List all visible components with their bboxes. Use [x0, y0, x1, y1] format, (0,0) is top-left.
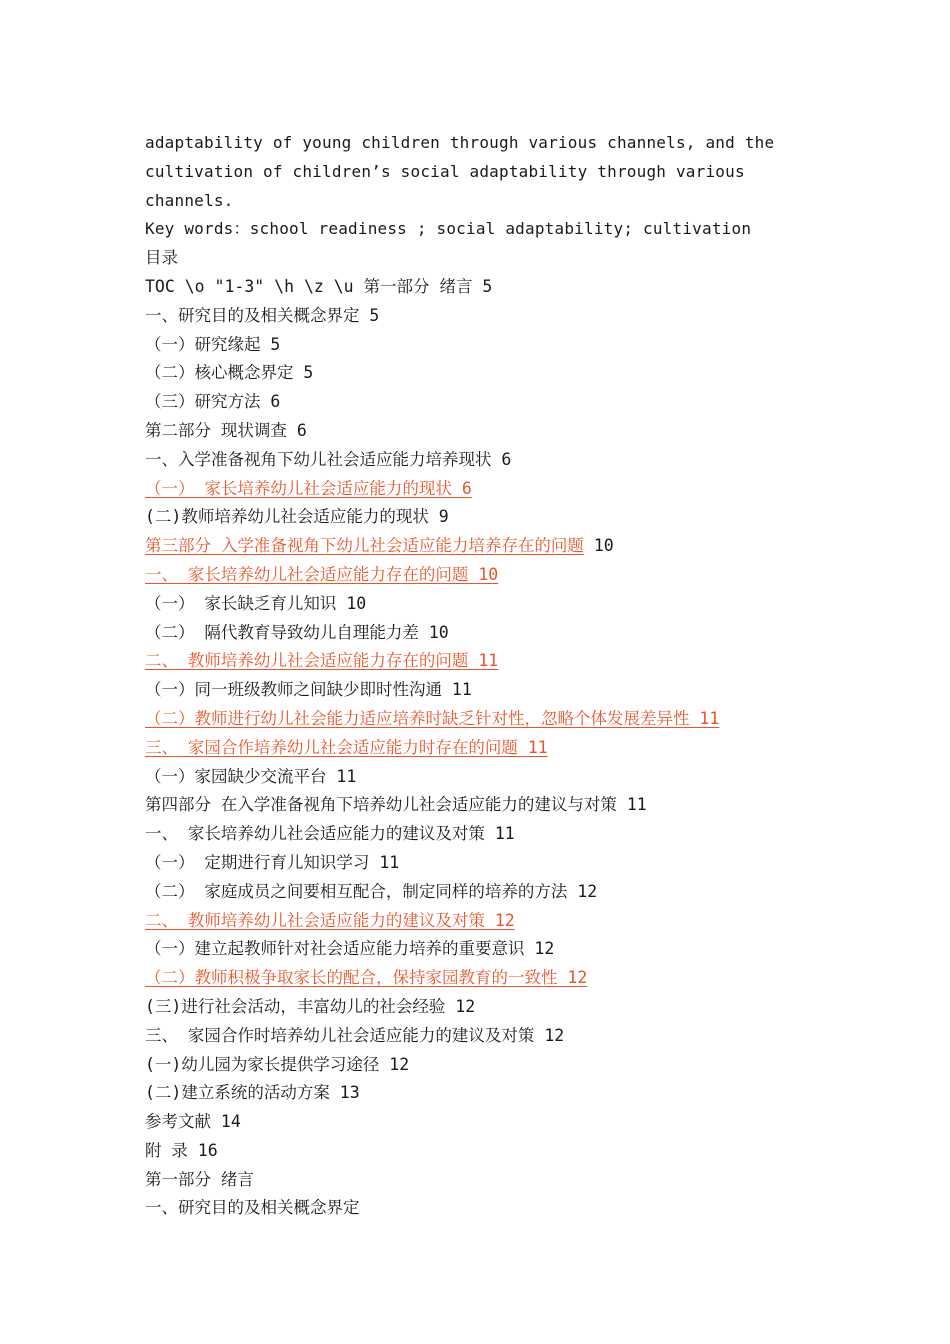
toc-entry-text: (三)进行社会活动，丰富幼儿的社会经验 12	[145, 996, 476, 1016]
toc-entry-text: 第四部分 在入学准备视角下培养幼儿社会适应能力的建议与对策 11	[145, 795, 647, 815]
toc-entry-text: （一） 家长缺乏育儿知识 10	[145, 593, 367, 613]
toc-entry[interactable]	[145, 734, 825, 763]
section-heading: 第一部分 绪言	[145, 1169, 254, 1189]
toc-entry	[145, 446, 825, 475]
toc-entry-text: 附 录 16	[145, 1140, 218, 1160]
keywords-line: Key words：school readiness ; social adaptability; cultivation	[145, 219, 752, 239]
toc-entry	[145, 849, 825, 878]
toc-list	[145, 273, 825, 1166]
toc-entry-text: （一）同一班级教师之间缺少即时性沟通 11	[145, 680, 472, 700]
abstract-line: channels.	[145, 190, 234, 210]
toc-entry-link[interactable]: （一） 家长培养幼儿社会适应能力的现状 6	[145, 478, 472, 498]
toc-entry[interactable]	[145, 532, 825, 561]
toc-entry	[145, 302, 825, 331]
toc-entry[interactable]	[145, 964, 825, 993]
toc-entry-text: （一）建立起教师针对社会适应能力培养的重要意识 12	[145, 939, 555, 959]
toc-entry-text: （一）家园缺少交流平台 11	[145, 766, 357, 786]
toc-entry-text: 参考文献 14	[145, 1112, 241, 1132]
abstract-line: adaptability of young children through various channels, and the	[145, 133, 775, 152]
toc-entry	[145, 359, 825, 388]
toc-entry-link[interactable]: 三、 家园合作培养幼儿社会适应能力时存在的问题 11	[145, 737, 548, 757]
toc-entry-text: （二） 隔代教育导致幼儿自理能力差 10	[145, 622, 449, 642]
toc-entry	[145, 1022, 825, 1051]
toc-entry	[145, 791, 825, 820]
toc-entry-text: (一)幼儿园为家长提供学习途径 12	[145, 1054, 410, 1074]
toc-entry-text: （三）研究方法 6	[145, 392, 281, 412]
toc-entry-link[interactable]: 二、 教师培养幼儿社会适应能力的建议及对策 12	[145, 910, 515, 930]
subsection-heading: 一、研究目的及相关概念界定	[145, 1198, 360, 1218]
toc-entry	[145, 503, 825, 532]
toc-entry	[145, 935, 825, 964]
toc-entry[interactable]	[145, 647, 825, 676]
toc-entry	[145, 1051, 825, 1080]
toc-entry-text: 一、研究目的及相关概念界定 5	[145, 305, 380, 325]
toc-entry[interactable]	[145, 475, 825, 504]
toc-entry	[145, 763, 825, 792]
toc-heading: 目录	[145, 248, 178, 268]
toc-entry	[145, 273, 825, 302]
toc-entry-page: 10	[583, 536, 614, 556]
toc-entry-text: （二） 家庭成员之间要相互配合，制定同样的培养的方法 12	[145, 881, 598, 901]
toc-entry-link[interactable]: （二）教师进行幼儿社会能力适应培养时缺乏针对性，忽略个体发展差异性 11	[145, 708, 720, 728]
toc-entry-text: 第一部分 绪言 5	[363, 276, 493, 296]
toc-entry-text: 第二部分 现状调查 6	[145, 420, 307, 440]
toc-entry	[145, 388, 825, 417]
toc-entry	[145, 1108, 825, 1137]
toc-entry[interactable]	[145, 561, 825, 590]
toc-entry	[145, 417, 825, 446]
toc-entry-text: （一） 定期进行育儿知识学习 11	[145, 852, 400, 872]
toc-entry[interactable]	[145, 907, 825, 936]
toc-entry-text: (二)建立系统的活动方案 13	[145, 1083, 360, 1103]
toc-entry	[145, 820, 825, 849]
toc-entry-link[interactable]: （二）教师积极争取家长的配合，保持家园教育的一致性 12	[145, 968, 588, 988]
toc-entry	[145, 1079, 825, 1108]
toc-entry-link[interactable]: 第三部分 入学准备视角下幼儿社会适应能力培养存在的问题	[145, 536, 584, 556]
toc-entry	[145, 619, 825, 648]
toc-entry	[145, 993, 825, 1022]
toc-entry-text: 一、入学准备视角下幼儿社会适应能力培养现状 6	[145, 449, 512, 469]
toc-field-code: TOC \o "1-3" \h \z \u	[145, 276, 364, 296]
toc-entry	[145, 878, 825, 907]
toc-entry-link[interactable]: 二、 教师培养幼儿社会适应能力存在的问题 11	[145, 651, 499, 671]
toc-entry	[145, 590, 825, 619]
toc-entry	[145, 1137, 825, 1166]
toc-entry	[145, 331, 825, 360]
toc-entry-text: （二）核心概念界定 5	[145, 363, 314, 383]
toc-entry[interactable]	[145, 705, 825, 734]
toc-entry-text: (二)教师培养幼儿社会适应能力的现状 9	[145, 507, 449, 527]
toc-entry-text: 三、 家园合作时培养幼儿社会适应能力的建议及对策 12	[145, 1025, 565, 1045]
toc-entry-link[interactable]: 一、 家长培养幼儿社会适应能力存在的问题 10	[145, 564, 499, 584]
document-content	[145, 129, 825, 1223]
toc-entry	[145, 676, 825, 705]
toc-entry-text: 一、 家长培养幼儿社会适应能力的建议及对策 11	[145, 824, 515, 844]
abstract-line: cultivation of children’s social adaptability through various	[145, 161, 745, 181]
toc-entry-text: （一）研究缘起 5	[145, 334, 281, 354]
